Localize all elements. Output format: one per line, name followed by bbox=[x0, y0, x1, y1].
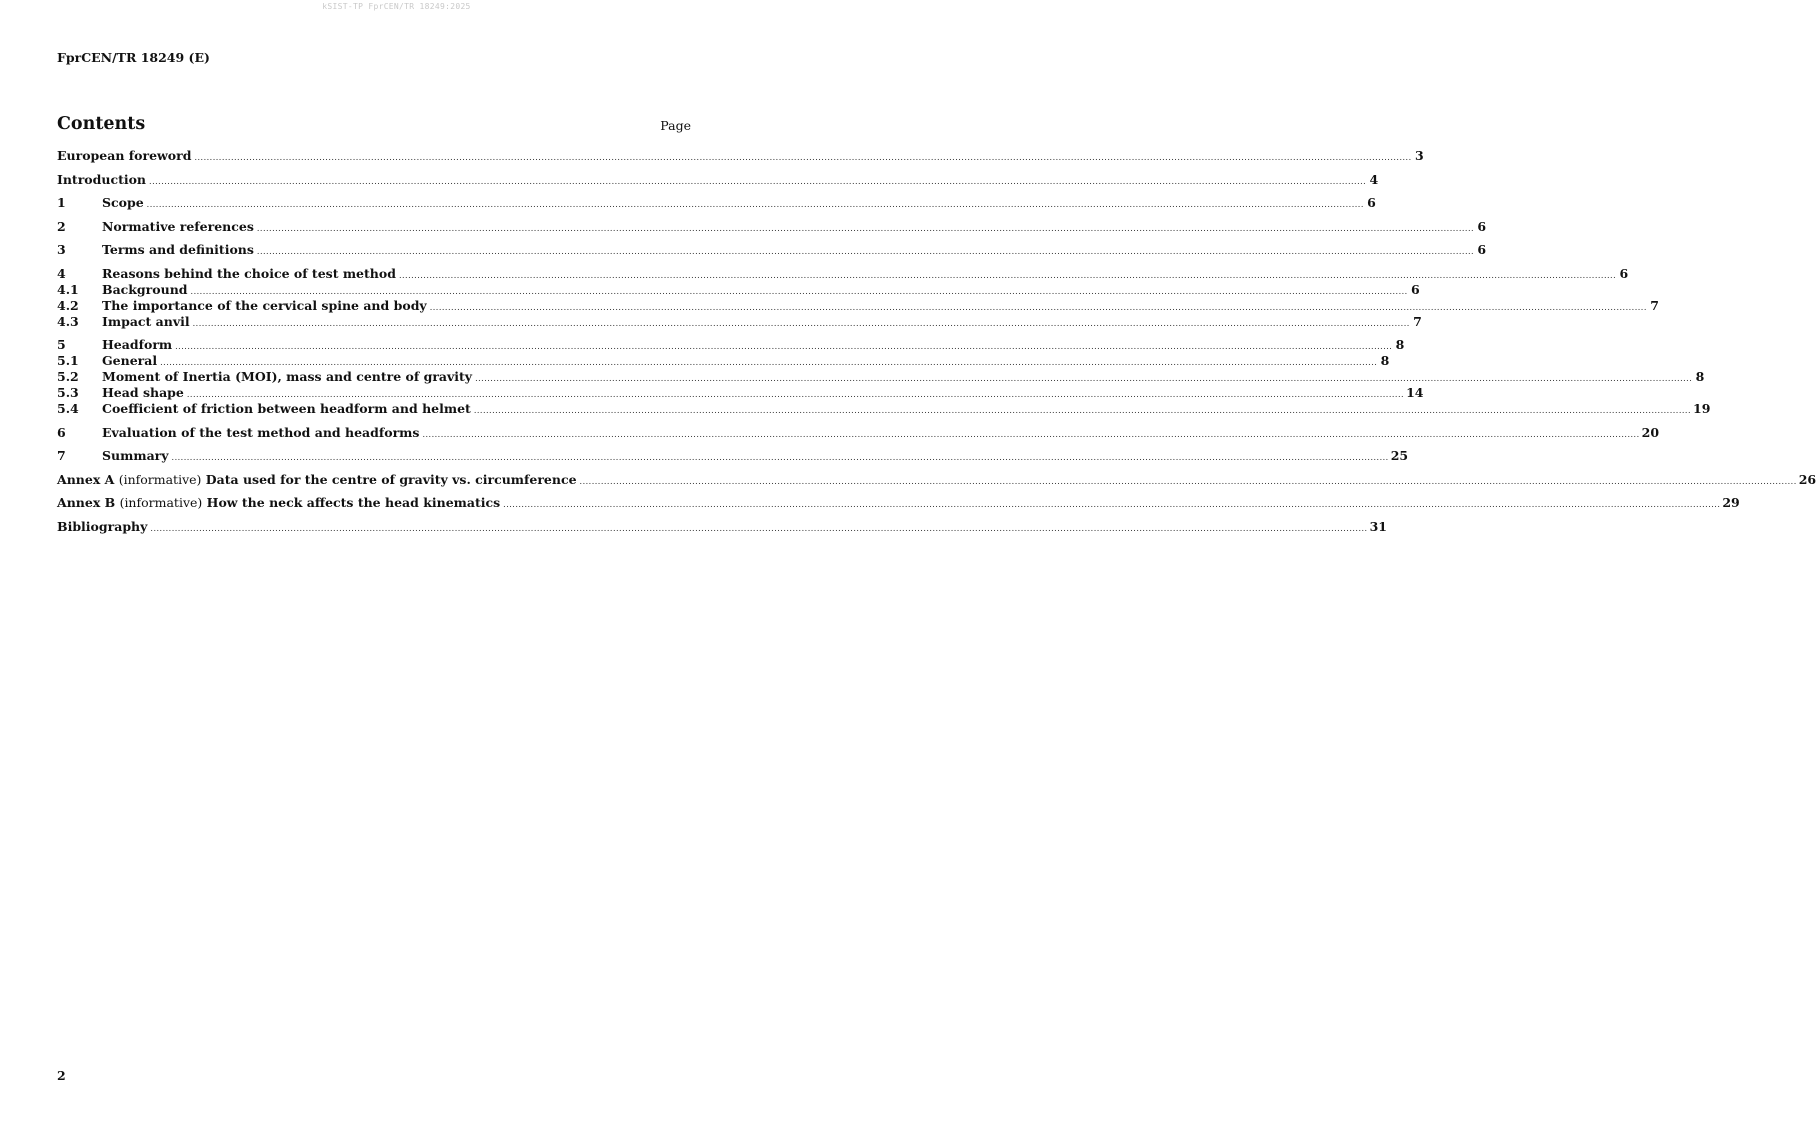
toc-entry-page: 8 bbox=[1380, 353, 1390, 368]
toc-entry[interactable] bbox=[57, 313, 1422, 330]
toc-entry-page: 31 bbox=[1369, 518, 1387, 534]
annex-type: (informative) bbox=[118, 471, 202, 487]
toc-entry[interactable] bbox=[57, 424, 1660, 441]
toc-entry-title: Coefficient of friction between headform and helmet bbox=[102, 401, 471, 416]
toc-entry-number: 5.3 bbox=[57, 385, 79, 400]
contents-title: Contents bbox=[57, 114, 146, 134]
toc-entry-number: 5.1 bbox=[57, 353, 79, 368]
toc-entry-number: 6 bbox=[57, 424, 66, 440]
toc-entry-page: 4 bbox=[1369, 171, 1379, 187]
toc-entry-page: 8 bbox=[1695, 369, 1705, 384]
toc-entry[interactable] bbox=[57, 337, 1405, 353]
toc-entry-title: Evaluation of the test method and headforms bbox=[102, 424, 420, 440]
toc-entry-page: 6 bbox=[1367, 195, 1376, 210]
annex-title: How the neck affects the head kinematics bbox=[206, 495, 501, 510]
toc-entry-title: Head shape bbox=[102, 385, 184, 400]
toc-dot-leader: ................................................................................................................................................................................................................................................................................................................................................................................................................ bbox=[186, 390, 1405, 399]
watermark: kSIST-TP FprCEN/TR 18249:2025 bbox=[322, 2, 471, 11]
toc-entry-title: European foreword bbox=[57, 148, 192, 163]
toc-entry[interactable] bbox=[57, 148, 1424, 164]
toc-entry-page: 25 bbox=[1390, 448, 1409, 463]
toc-entry-title: The importance of the cervical spine and body bbox=[102, 297, 427, 313]
toc-entry-page: 19 bbox=[1693, 401, 1711, 416]
toc-dot-leader: ................................................................................................................................................................................................................................................................................................................................................................................................................ bbox=[422, 429, 1640, 439]
toc-entry-page: 8 bbox=[1395, 337, 1405, 352]
toc-entry-title: Impact anvil bbox=[102, 313, 190, 329]
toc-entry-title: Introduction bbox=[57, 171, 147, 187]
toc-entry[interactable] bbox=[57, 448, 1409, 464]
toc-entry-title: Summary bbox=[102, 448, 169, 463]
toc-entry[interactable] bbox=[57, 518, 1387, 535]
toc-entry[interactable] bbox=[57, 401, 1711, 417]
toc-entry-page: 29 bbox=[1722, 495, 1740, 510]
toc-dot-leader: ................................................................................................................................................................................................................................................................................................................................................................................................................ bbox=[579, 476, 1797, 486]
toc-entry-title: Normative references bbox=[102, 218, 254, 234]
toc-entry-title: Terms and definitions bbox=[102, 242, 254, 257]
page-column-label: Page bbox=[660, 118, 691, 133]
toc-dot-leader: ................................................................................................................................................................................................................................................................................................................................................................................................................ bbox=[256, 247, 1475, 256]
toc-entry-number: 4.3 bbox=[57, 313, 79, 329]
annex-label: Annex B bbox=[57, 495, 116, 510]
toc-entry[interactable] bbox=[57, 297, 1659, 314]
toc-dot-leader: ................................................................................................................................................................................................................................................................................................................................................................................................................ bbox=[429, 302, 1647, 312]
toc-entry[interactable] bbox=[57, 353, 1390, 369]
toc-dot-leader: ................................................................................................................................................................................................................................................................................................................................................................................................................ bbox=[194, 153, 1412, 162]
toc-entry-page: 6 bbox=[1411, 281, 1420, 297]
toc-entry[interactable] bbox=[57, 265, 1629, 282]
toc-entry-number: 5.4 bbox=[57, 401, 79, 416]
document-id: FprCEN/TR 18249 (E) bbox=[57, 50, 210, 65]
toc-entry-title: Headform bbox=[102, 337, 173, 352]
toc-entry[interactable] bbox=[57, 385, 1424, 401]
toc-entry[interactable] bbox=[57, 195, 1376, 211]
toc-entry[interactable] bbox=[57, 171, 1379, 188]
toc-entry[interactable] bbox=[57, 369, 1705, 385]
page-number: 2 bbox=[57, 1068, 66, 1083]
toc-dot-leader: ................................................................................................................................................................................................................................................................................................................................................................................................................ bbox=[171, 453, 1389, 462]
toc-entry-page: 14 bbox=[1406, 385, 1424, 400]
annex-title: Data used for the centre of gravity vs. circumference bbox=[205, 471, 577, 487]
toc-dot-leader: ................................................................................................................................................................................................................................................................................................................................................................................................................ bbox=[503, 500, 1721, 509]
toc-entry-number: 4.2 bbox=[57, 297, 79, 313]
toc-dot-leader: ................................................................................................................................................................................................................................................................................................................................................................................................................ bbox=[175, 342, 1393, 351]
toc-entry-page: 6 bbox=[1477, 218, 1487, 234]
toc-dot-leader: ................................................................................................................................................................................................................................................................................................................................................................................................................ bbox=[475, 374, 1693, 383]
toc-entry-number: 7 bbox=[57, 448, 66, 463]
toc-dot-leader: ................................................................................................................................................................................................................................................................................................................................................................................................................ bbox=[160, 358, 1378, 367]
annex-type: (informative) bbox=[119, 495, 203, 510]
toc-dot-leader: ................................................................................................................................................................................................................................................................................................................................................................................................................ bbox=[192, 318, 1410, 328]
toc-entry[interactable] bbox=[57, 495, 1740, 511]
toc-entry-title: Background bbox=[102, 281, 188, 297]
table-of-contents bbox=[57, 148, 1816, 535]
toc-entry-number: 5.2 bbox=[57, 369, 79, 384]
toc-entry-title: Moment of Inertia (MOI), mass and centre of gravity bbox=[102, 369, 473, 384]
toc-dot-leader: ................................................................................................................................................................................................................................................................................................................................................................................................................ bbox=[256, 223, 1475, 233]
toc-entry-number: 4.1 bbox=[57, 281, 79, 297]
toc-entry-title: General bbox=[102, 353, 158, 368]
toc-entry-page: 7 bbox=[1413, 313, 1422, 329]
toc-entry-number: 5 bbox=[57, 337, 66, 352]
toc-entry-page: 7 bbox=[1650, 297, 1659, 313]
toc-entry[interactable] bbox=[57, 471, 1816, 488]
toc-entry-title: Scope bbox=[102, 195, 144, 210]
toc-entry[interactable] bbox=[57, 281, 1420, 298]
toc-entry-title: Bibliography bbox=[57, 518, 148, 534]
toc-dot-leader: ................................................................................................................................................................................................................................................................................................................................................................................................................ bbox=[473, 406, 1692, 415]
toc-entry-page: 3 bbox=[1414, 148, 1424, 163]
toc-entry[interactable] bbox=[57, 242, 1487, 258]
toc-dot-leader: ................................................................................................................................................................................................................................................................................................................................................................................................................ bbox=[190, 286, 1408, 296]
toc-dot-leader: ................................................................................................................................................................................................................................................................................................................................................................................................................ bbox=[146, 200, 1364, 209]
toc-entry-page: 6 bbox=[1477, 242, 1487, 257]
toc-entry-page: 6 bbox=[1619, 265, 1629, 281]
toc-entry-title: Reasons behind the choice of test method bbox=[102, 265, 396, 281]
toc-entry-number: 2 bbox=[57, 218, 66, 234]
toc-dot-leader: ................................................................................................................................................................................................................................................................................................................................................................................................................ bbox=[149, 176, 1367, 186]
toc-entry-page: 26 bbox=[1798, 471, 1816, 487]
toc-entry-number: 4 bbox=[57, 265, 66, 281]
toc-entry-title bbox=[57, 495, 500, 511]
toc-dot-leader: ................................................................................................................................................................................................................................................................................................................................................................................................................ bbox=[150, 523, 1368, 533]
toc-entry-number: 3 bbox=[57, 242, 66, 257]
contents-header bbox=[57, 114, 691, 136]
toc-entry[interactable] bbox=[57, 218, 1487, 235]
toc-dot-leader: ................................................................................................................................................................................................................................................................................................................................................................................................................ bbox=[398, 270, 1617, 280]
annex-label: Annex A bbox=[57, 471, 115, 487]
toc-entry-title bbox=[57, 472, 577, 488]
toc-entry-number: 1 bbox=[57, 195, 66, 210]
toc-entry-page: 20 bbox=[1641, 424, 1660, 440]
